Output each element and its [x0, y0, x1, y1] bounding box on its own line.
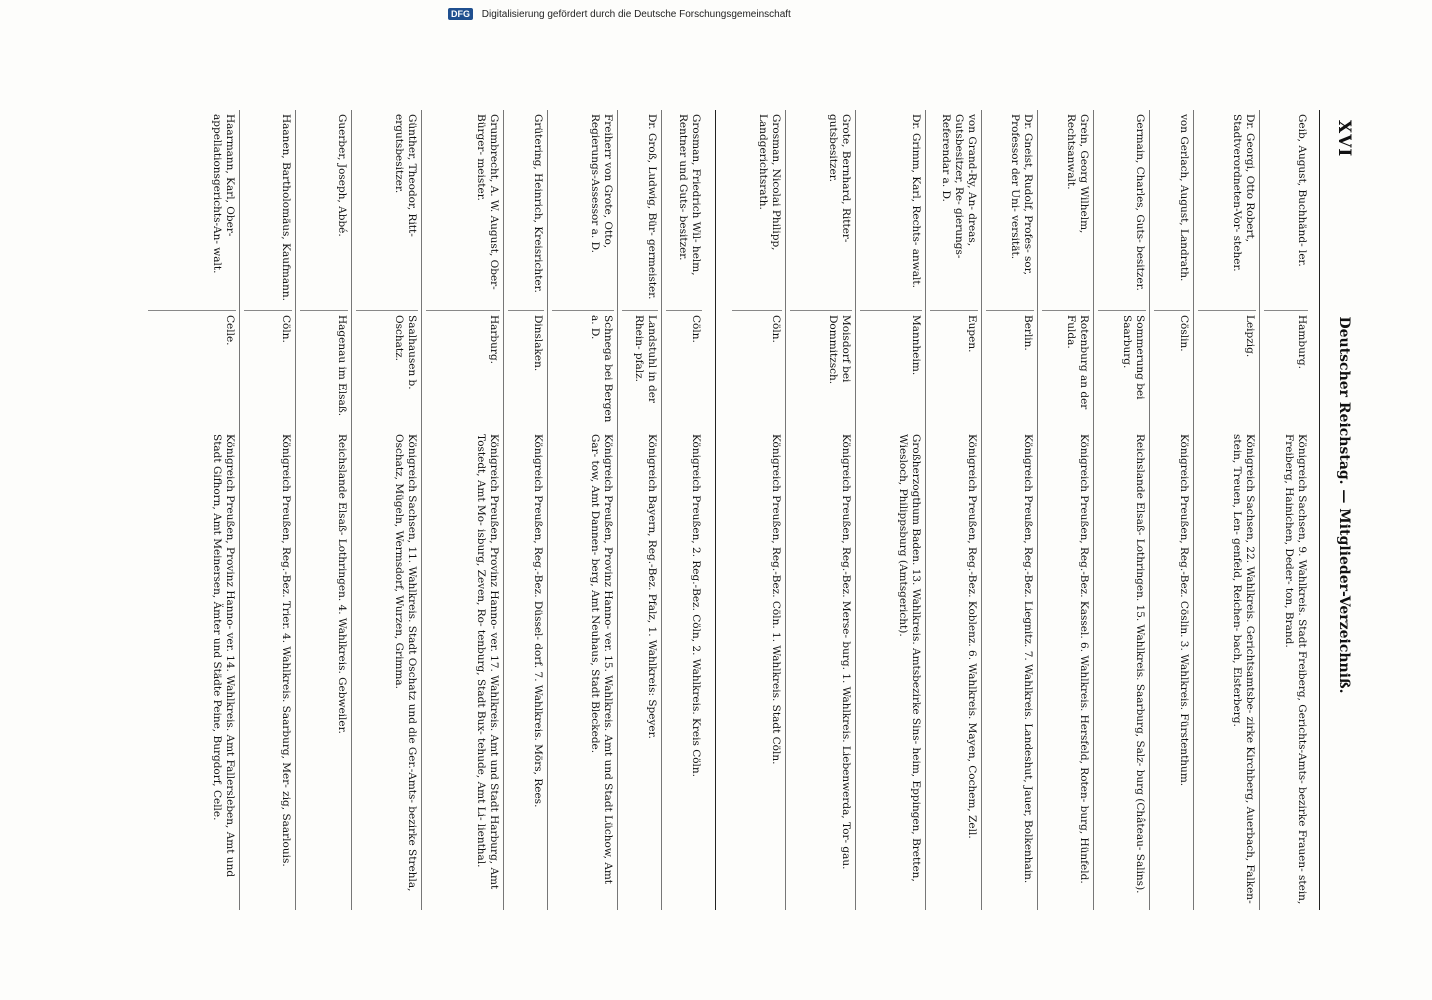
member-entry — [617, 110, 662, 910]
member-name: Geib, August, Buchhänd- ler. — [1296, 114, 1308, 267]
member-name: Guerber, Joseph, Abbé. — [336, 114, 348, 237]
member-residence: Moisdorf bei Dommitzsch. — [790, 310, 852, 430]
member-entry — [1193, 110, 1260, 910]
member-name: Dr. Grimm, Karl, Rechts- anwalt. — [910, 114, 922, 288]
member-entry — [925, 110, 982, 910]
member-entry — [1149, 110, 1194, 910]
member-constituency: Königreich Preußen, Provinz Hanno- ver. 15. Wahlkreis. Amt und Stadt Lüchow, Amt Gar- tow, Amt Dannen- berg, Amt Neuhaus, Stadt Bleckede. — [589, 434, 614, 885]
member-name: Günther, Theodor, Ritt- ergutsbesitzer. — [393, 114, 418, 237]
member-residence: Eupen. — [930, 310, 978, 430]
page-number: XVI — [1334, 120, 1354, 158]
member-residence: Harburg. — [426, 310, 500, 430]
member-name: von Grand-Ry, An- dreas, Gutsbesitzer, Re- gierungs-Referendar a. D. — [940, 114, 978, 259]
member-constituency: Königreich Preußen, Reg.-Bez. Liegnitz. 7. Wahlkreis. Landeshut, Jauer, Bolkenhain. — [1022, 434, 1034, 884]
member-entry — [547, 110, 618, 910]
member-name: Dr. Groß, Ludwig, Bür- germeister. — [646, 114, 658, 300]
member-constituency: Königreich Preußen, Provinz Hanno- ver. 14. Wahlkreis. Amt Fallersleben, Amt und Stadt Gifhorn, Amt Meinersen, Ämter und Städte Peine, Burgdorf, Celle. — [211, 434, 236, 878]
member-entry — [351, 110, 422, 910]
member-residence: Sommerung bei Saarburg. — [1098, 310, 1146, 430]
member-constituency: Königreich Preußen, Reg.-Bez. Trier. 4. Wahlkreis. Saarburg, Mer- zig, Saarlouis. — [280, 434, 292, 867]
member-name: Dr. Gneist, Rudolf, Profes- sor, Professor der Uni- versität. — [1009, 114, 1034, 275]
member-residence: Landstuhl in der Rhein- pfalz. — [622, 310, 658, 430]
member-entry — [661, 110, 706, 910]
member-residence: Cöln. — [666, 310, 702, 430]
members-column-left — [722, 110, 1312, 910]
member-entry — [981, 110, 1038, 910]
member-name: Grein, Georg Wilhelm, Rechtsanwalt. — [1065, 114, 1090, 234]
page-header — [1326, 120, 1362, 890]
member-constituency: Königreich Preußen, Reg.-Bez. Merse- burg. 1. Wahlkreis. Liebenwerda, Tor- gau. — [840, 434, 852, 870]
member-constituency: Königreich Bayern, Reg.-Bez. Pfalz, 1. Wahlkreis: Speyer. — [646, 434, 658, 739]
member-residence: Cöslin. — [1154, 310, 1190, 430]
digitization-credit — [432, 4, 1432, 26]
member-constituency: Reichslande Elsaß- Lothringen. 15. Wahlkreis. Saarburg, Salz- burg (Château- Salins). — [1134, 434, 1146, 894]
member-entry — [503, 110, 548, 910]
members-column-right — [116, 110, 706, 910]
member-name: Freiherr von Grote, Otto, Regierungs-Assessor a. D. — [589, 114, 614, 253]
member-name: Haarmann, Karl, Ober- appellationsgerichts-An- walt. — [211, 114, 236, 274]
member-residence: Rotenburg an der Fulda. — [1042, 310, 1090, 430]
member-entry — [144, 110, 240, 910]
member-name: Dr. Georgi, Otto Robert, Stadtverordneten-Vor- steher. — [1231, 114, 1256, 272]
member-entry — [421, 110, 504, 910]
member-residence: Dinslaken. — [508, 310, 544, 430]
member-name: Grosman, Nicolai Philipp, Landgerichtsrath. — [757, 114, 782, 251]
member-residence: Hamburg. — [1264, 310, 1308, 430]
member-entry — [728, 110, 786, 910]
member-residence: Berlin. — [986, 310, 1034, 430]
member-constituency: Königreich Sachsen, 22. Wahlkreis. Gerichtsamtsbe- zirke Kirchberg, Auerbach, Falken- stein, Treuen, Len- genfeld, Reichen- bach, Elsterberg. — [1231, 434, 1256, 904]
member-residence: Cöln. — [244, 310, 292, 430]
member-name: Haanen, Bartholomäus, Kaufmann. — [280, 114, 292, 301]
member-entry — [295, 110, 352, 910]
member-constituency: Königreich Preußen, Reg.-Bez. Düssel- dorf. 7. Wahlkreis. Mörs, Rees. — [532, 434, 544, 808]
running-title: Deutscher Reichstag. — Mitglieder-Verzeichniß. — [1336, 316, 1352, 694]
column-divider-rule — [715, 110, 716, 910]
member-residence: Cöln. — [732, 310, 782, 430]
credit-line — [432, 4, 1432, 26]
member-constituency: Königreich Preußen, Reg.-Bez. Cöln. 1. Wahlkreis. Stadt Cöln. — [770, 434, 782, 765]
member-residence: Hagenau im Elsaß. — [300, 310, 348, 430]
member-entry — [1037, 110, 1094, 910]
member-constituency: Königreich Preußen, Reg.-Bez. Koblenz. 6. Wahlkreis. Mayen, Cochem, Zell. — [966, 434, 978, 839]
member-name: Grütering, Heinrich, Kreisrichter. — [532, 114, 544, 293]
member-name: Grosman, Friedrich Wil- helm, Rentner und Guts- besitzer. — [677, 114, 702, 276]
member-name: Germain, Charles, Guts- besitzer. — [1134, 114, 1146, 291]
member-constituency: Königreich Preußen, 2. Reg.-Bez. Cöln, 2. Wahlkreis. Kreis Cöln. — [690, 434, 702, 778]
member-entry — [1259, 110, 1312, 910]
member-entry — [1093, 110, 1150, 910]
member-constituency: Königreich Preußen, Reg.-Bez. Kassel. 6. Wahlkreis. Hersfeld, Roten- burg, Hünfeld. — [1078, 434, 1090, 884]
member-constituency: Königreich Sachsen, 11. Wahlkreis. Stadt Oschatz und die Ger.-Amts- bezirke Strehla, Oschatz, Mügeln, Wermsdorf, Wurzen, Grimma. — [393, 434, 418, 892]
member-residence: Celle. — [148, 310, 236, 430]
member-residence: Schnega bei Bergen a. D. — [552, 310, 614, 430]
member-constituency: Königreich Preußen, Provinz Hanno- ver. 17. Wahlkreis. Amt und Stadt Harburg, Amt Tostedt, Amt Mo- isburg, Zeven, Ro- tenburg, Stadt Bux- tehude, Amt Li- lienthal. — [475, 434, 500, 890]
member-residence: Leipzig. — [1198, 310, 1256, 430]
member-residence: Mannheim. — [860, 310, 922, 430]
member-constituency: Reichslande Elsaß- Lothringen. 4. Wahlkreis. Gebweiler. — [336, 434, 348, 734]
member-name: Grote, Bernhard, Ritter- gutsbesitzer. — [827, 114, 852, 243]
member-constituency: Königreich Preußen, Reg.-Bez. Cöslin. 3. Wahlkreis. Fürstenthum. — [1178, 434, 1190, 787]
member-entry — [855, 110, 926, 910]
credit-text: Digitalisierung gefördert durch die Deutsche Forschungsgemeinschaft — [481, 9, 791, 20]
member-name: Grumbrecht, A. W. August, Ober-Bürger- meister. — [475, 114, 500, 290]
member-constituency: Königreich Sachsen, 9. Wahlkreis. Stadt Freiberg, Gerichts-Amts- bezirke Frauen- stein, Freiberg, Hainichen, Deder- ton, Brand. — [1283, 434, 1308, 905]
member-entry — [785, 110, 856, 910]
member-residence: Saalhausen b. Oschatz. — [356, 310, 418, 430]
member-constituency: Großherzogthum Baden. 13. Wahlkreis. Amtsbezirke Sins- heim, Eppingen, Bretten, Wiesloch, Philippsburg (Amtsgericht). — [897, 434, 922, 882]
member-entry — [239, 110, 296, 910]
header-rule — [1319, 110, 1320, 910]
member-name: von Gerlach, August, Landrath. — [1178, 114, 1190, 282]
dfg-logo-icon: DFG — [448, 8, 473, 20]
